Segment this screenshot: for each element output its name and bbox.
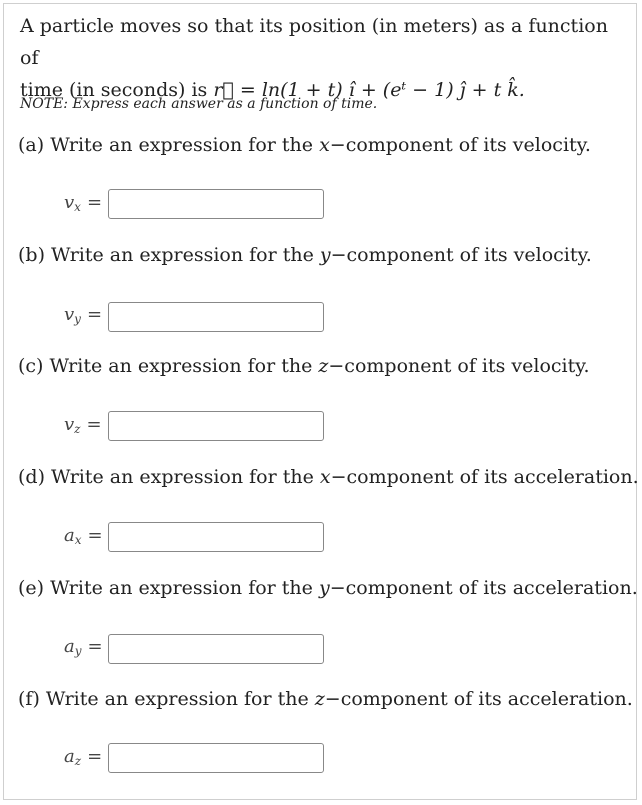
answer-d-label — [64, 525, 103, 547]
question-c — [18, 355, 590, 377]
question-e — [18, 577, 638, 599]
question-a-suffix: −component of its velocity. — [329, 134, 591, 156]
question-e-variable: y — [318, 577, 330, 599]
question-d-suffix: −component of its acceleration. — [330, 466, 639, 488]
problem-container — [3, 3, 637, 800]
question-a-variable: x — [319, 134, 330, 156]
equals-sign: = — [86, 304, 103, 325]
question-f — [18, 688, 633, 710]
question-b-variable: y — [319, 244, 331, 266]
answer-f-input[interactable] — [108, 743, 324, 773]
question-c-variable: z — [318, 355, 329, 377]
question-d-label: (d) Write an expression for the — [18, 466, 314, 488]
equals-sign: = — [86, 414, 102, 435]
note-text: NOTE: Express each answer as a function of time. — [20, 96, 378, 112]
equals-sign: = — [87, 525, 103, 546]
answer-b-input[interactable] — [108, 302, 324, 332]
answer-b-label — [64, 304, 102, 326]
intro-line-1: A particle moves so that its position (in meters) as a function of — [20, 15, 608, 69]
question-f-label: (f) Write an expression for the — [18, 688, 309, 710]
answer-a-symbol: v — [64, 192, 75, 213]
question-b-label: (b) Write an expression for the — [18, 244, 314, 266]
question-b-suffix: −component of its velocity. — [330, 244, 592, 266]
question-d — [18, 466, 639, 488]
question-f-variable: z — [314, 688, 325, 710]
question-d-variable: x — [319, 466, 331, 488]
question-e-label: (e) Write an expression for the — [18, 577, 313, 599]
question-b — [18, 244, 592, 266]
question-e-suffix: −component of its acceleration. — [329, 577, 638, 599]
answer-f-label — [64, 746, 102, 768]
answer-d-symbol: a — [64, 525, 75, 546]
answer-c-input[interactable] — [108, 411, 324, 441]
answer-f-symbol: a — [64, 746, 75, 767]
answer-e-subscript: y — [74, 644, 82, 658]
answer-e-symbol: a — [64, 636, 75, 657]
answer-e-label — [64, 636, 103, 658]
question-a-label: (a) Write an expression for the — [18, 134, 314, 156]
equals-sign: = — [86, 192, 103, 213]
question-c-label: (c) Write an expression for the — [18, 355, 313, 377]
answer-c-subscript: z — [74, 422, 81, 436]
answer-c-symbol: v — [64, 414, 75, 435]
question-c-suffix: −component of its velocity. — [328, 355, 590, 377]
answer-f-subscript: z — [74, 754, 82, 768]
question-f-suffix: −component of its acceleration. — [324, 688, 633, 710]
question-a — [18, 134, 591, 156]
answer-a-subscript: x — [74, 200, 81, 214]
answer-a-label — [64, 192, 102, 214]
answer-b-subscript: y — [74, 312, 81, 326]
answer-e-input[interactable] — [108, 634, 324, 664]
answer-a-input[interactable] — [108, 189, 324, 219]
intro-line-2-prefix: time (in seconds) is — [20, 79, 208, 101]
answer-d-subscript: x — [74, 533, 82, 547]
answer-c-label — [64, 414, 102, 436]
answer-d-input[interactable] — [108, 522, 324, 552]
equals-sign: = — [87, 746, 103, 767]
position-vector-equation: r⃗ = ln(1 + t) î + (eᵗ − 1) ĵ + t k̂. — [213, 79, 525, 101]
problem-statement — [20, 10, 620, 106]
answer-b-symbol: v — [64, 304, 75, 325]
equals-sign: = — [87, 636, 103, 657]
